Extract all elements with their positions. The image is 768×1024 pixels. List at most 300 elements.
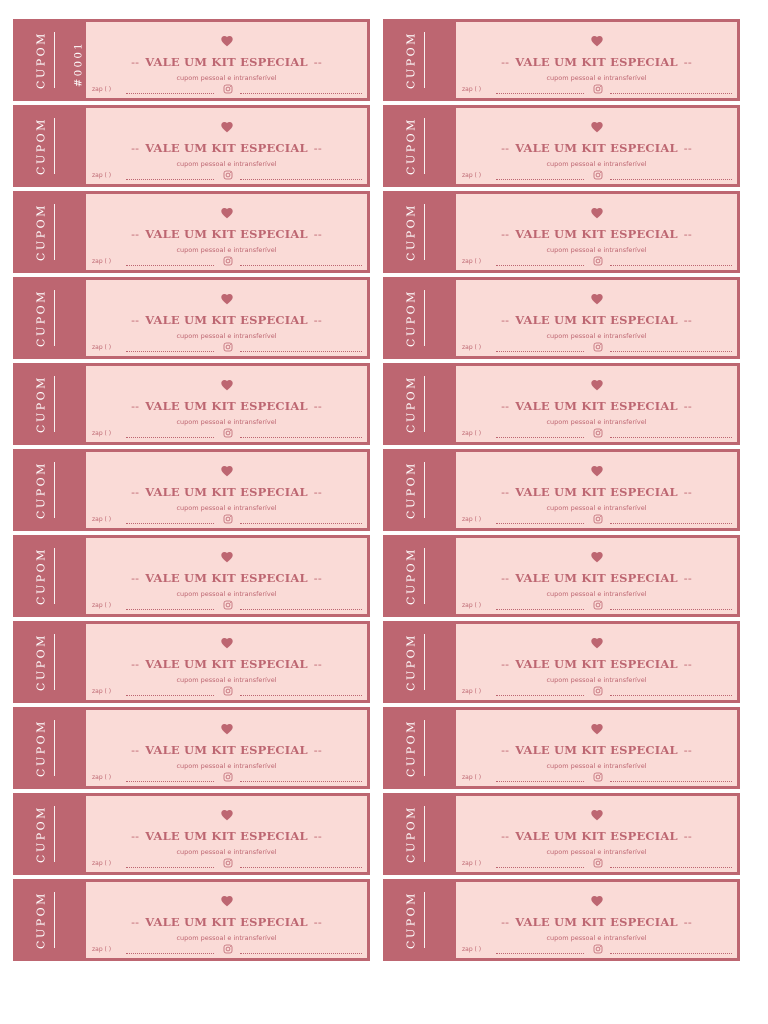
instagram-fill-line xyxy=(240,695,362,696)
instagram-icon xyxy=(223,256,233,266)
coupon-subtitle: cupom pessoal e intransferível xyxy=(176,418,277,426)
stub-label: CUPOM xyxy=(34,461,48,519)
zap-label: zap ( ) xyxy=(462,602,482,609)
coupon-title-text: VALE UM KIT ESPECIAL xyxy=(145,485,308,499)
zap-fill-line xyxy=(496,437,584,438)
stub-label: CUPOM xyxy=(34,719,48,777)
instagram-fill-line xyxy=(610,179,732,180)
title-dash-left: -- xyxy=(131,399,140,413)
coupon-title-text: VALE UM KIT ESPECIAL xyxy=(515,227,678,241)
zap-fill-line xyxy=(126,609,214,610)
coupon-stub xyxy=(16,108,86,184)
coupon-title xyxy=(86,399,367,413)
coupon-r2-c2 xyxy=(383,105,740,187)
coupon-title-text: VALE UM KIT ESPECIAL xyxy=(145,829,308,843)
instagram-icon xyxy=(593,858,603,868)
coupon-r1-c1 xyxy=(13,19,370,101)
instagram-fill-line xyxy=(610,695,732,696)
coupon-body xyxy=(86,538,367,614)
coupon-subtitle: cupom pessoal e intransferível xyxy=(176,246,277,254)
heart-icon xyxy=(590,551,603,563)
coupon-r11-c1 xyxy=(13,879,370,961)
heart-icon xyxy=(220,207,233,219)
coupon-title xyxy=(86,829,367,843)
instagram-fill-line xyxy=(610,93,732,94)
coupon-footer xyxy=(462,85,727,95)
coupon-subtitle: cupom pessoal e intransferível xyxy=(176,762,277,770)
stub-divider xyxy=(424,720,425,776)
instagram-fill-line xyxy=(240,953,362,954)
zap-label: zap ( ) xyxy=(462,860,482,867)
coupon-title-text: VALE UM KIT ESPECIAL xyxy=(515,829,678,843)
stub-label: CUPOM xyxy=(34,117,48,175)
heart-icon xyxy=(590,465,603,477)
title-dash-left: -- xyxy=(501,227,510,241)
heart-icon xyxy=(220,465,233,477)
coupon-title-text: VALE UM KIT ESPECIAL xyxy=(515,399,678,413)
coupon-title xyxy=(456,55,737,69)
coupon-r9-c2 xyxy=(383,707,740,789)
stub-divider xyxy=(54,634,55,690)
coupon-stub xyxy=(386,796,456,872)
stub-label: CUPOM xyxy=(34,289,48,347)
instagram-fill-line xyxy=(240,93,362,94)
coupon-title-text: VALE UM KIT ESPECIAL xyxy=(145,915,308,929)
instagram-fill-line xyxy=(240,781,362,782)
stub-divider xyxy=(54,32,55,88)
title-dash-right: -- xyxy=(313,227,322,241)
coupon-r10-c2 xyxy=(383,793,740,875)
coupon-stub xyxy=(16,22,86,98)
zap-label: zap ( ) xyxy=(462,86,482,93)
coupon-body xyxy=(456,796,737,872)
title-dash-right: -- xyxy=(683,915,692,929)
coupon-footer xyxy=(92,257,357,267)
coupon-footer xyxy=(92,515,357,525)
coupon-title xyxy=(86,657,367,671)
coupon-stub xyxy=(16,280,86,356)
heart-icon xyxy=(590,35,603,47)
coupon-r6-c1 xyxy=(13,449,370,531)
stub-divider xyxy=(424,290,425,346)
zap-fill-line xyxy=(126,179,214,180)
title-dash-right: -- xyxy=(683,227,692,241)
coupon-stub xyxy=(16,882,86,958)
coupon-footer xyxy=(92,429,357,439)
coupon-body xyxy=(456,538,737,614)
instagram-fill-line xyxy=(610,867,732,868)
heart-icon xyxy=(220,809,233,821)
coupon-title-text: VALE UM KIT ESPECIAL xyxy=(145,657,308,671)
stub-label: CUPOM xyxy=(404,375,418,433)
title-dash-right: -- xyxy=(683,399,692,413)
title-dash-left: -- xyxy=(131,915,140,929)
zap-fill-line xyxy=(126,523,214,524)
zap-fill-line xyxy=(126,265,214,266)
title-dash-left: -- xyxy=(131,313,140,327)
coupon-body xyxy=(456,108,737,184)
title-dash-left: -- xyxy=(501,141,510,155)
coupon-body xyxy=(456,882,737,958)
coupon-body xyxy=(86,452,367,528)
stub-label: CUPOM xyxy=(404,547,418,605)
coupon-body xyxy=(86,280,367,356)
instagram-fill-line xyxy=(240,179,362,180)
zap-fill-line xyxy=(496,179,584,180)
stub-label: CUPOM xyxy=(34,547,48,605)
stub-label: CUPOM xyxy=(404,805,418,863)
coupon-r6-c2 xyxy=(383,449,740,531)
heart-icon xyxy=(590,121,603,133)
zap-label: zap ( ) xyxy=(92,172,112,179)
title-dash-right: -- xyxy=(683,743,692,757)
coupon-title-text: VALE UM KIT ESPECIAL xyxy=(515,571,678,585)
title-dash-left: -- xyxy=(501,657,510,671)
title-dash-right: -- xyxy=(683,829,692,843)
title-dash-left: -- xyxy=(501,829,510,843)
heart-icon xyxy=(590,809,603,821)
coupon-subtitle: cupom pessoal e intransferível xyxy=(546,676,647,684)
coupon-footer xyxy=(462,257,727,267)
title-dash-right: -- xyxy=(683,313,692,327)
title-dash-right: -- xyxy=(313,657,322,671)
title-dash-left: -- xyxy=(501,485,510,499)
zap-label: zap ( ) xyxy=(462,946,482,953)
instagram-icon xyxy=(223,342,233,352)
coupon-stub xyxy=(16,538,86,614)
coupon-number: #0001 xyxy=(73,40,85,88)
zap-fill-line xyxy=(496,93,584,94)
instagram-icon xyxy=(223,772,233,782)
coupon-r1-c2 xyxy=(383,19,740,101)
coupon-title xyxy=(456,313,737,327)
coupon-title-text: VALE UM KIT ESPECIAL xyxy=(145,743,308,757)
coupon-title xyxy=(456,399,737,413)
instagram-icon xyxy=(593,514,603,524)
coupon-footer xyxy=(462,687,727,697)
instagram-fill-line xyxy=(240,351,362,352)
coupon-footer xyxy=(462,773,727,783)
instagram-fill-line xyxy=(240,265,362,266)
instagram-icon xyxy=(593,686,603,696)
stub-divider xyxy=(424,806,425,862)
coupon-stub xyxy=(16,710,86,786)
coupon-title xyxy=(86,743,367,757)
coupon-footer xyxy=(92,859,357,869)
title-dash-left: -- xyxy=(131,227,140,241)
heart-icon xyxy=(220,293,233,305)
coupon-footer xyxy=(92,773,357,783)
title-dash-left: -- xyxy=(501,743,510,757)
zap-fill-line xyxy=(496,265,584,266)
title-dash-left: -- xyxy=(131,55,140,69)
coupon-r2-c1 xyxy=(13,105,370,187)
zap-fill-line xyxy=(126,953,214,954)
coupon-title xyxy=(456,141,737,155)
coupon-subtitle: cupom pessoal e intransferível xyxy=(546,504,647,512)
coupon-r4-c2 xyxy=(383,277,740,359)
instagram-icon xyxy=(223,944,233,954)
title-dash-right: -- xyxy=(313,829,322,843)
coupon-r3-c2 xyxy=(383,191,740,273)
coupon-r5-c2 xyxy=(383,363,740,445)
stub-label: CUPOM xyxy=(404,719,418,777)
coupon-body xyxy=(456,710,737,786)
coupon-title xyxy=(86,227,367,241)
instagram-icon xyxy=(593,600,603,610)
instagram-icon xyxy=(223,170,233,180)
instagram-fill-line xyxy=(610,953,732,954)
title-dash-right: -- xyxy=(313,915,322,929)
zap-label: zap ( ) xyxy=(462,774,482,781)
coupon-subtitle: cupom pessoal e intransferível xyxy=(176,848,277,856)
stub-divider xyxy=(54,118,55,174)
coupon-r10-c1 xyxy=(13,793,370,875)
coupon-subtitle: cupom pessoal e intransferível xyxy=(546,762,647,770)
coupon-subtitle: cupom pessoal e intransferível xyxy=(546,934,647,942)
stub-divider xyxy=(54,548,55,604)
coupon-body xyxy=(456,366,737,442)
coupon-r8-c2 xyxy=(383,621,740,703)
stub-divider xyxy=(424,376,425,432)
instagram-fill-line xyxy=(610,781,732,782)
coupon-body xyxy=(456,194,737,270)
heart-icon xyxy=(220,895,233,907)
heart-icon xyxy=(590,379,603,391)
coupon-title-text: VALE UM KIT ESPECIAL xyxy=(145,55,308,69)
stub-label: CUPOM xyxy=(34,891,48,949)
zap-label: zap ( ) xyxy=(92,344,112,351)
coupon-footer xyxy=(92,171,357,181)
instagram-icon xyxy=(593,170,603,180)
coupon-footer xyxy=(462,601,727,611)
stub-divider xyxy=(54,204,55,260)
coupon-r7-c1 xyxy=(13,535,370,617)
heart-icon xyxy=(590,293,603,305)
stub-label: CUPOM xyxy=(34,633,48,691)
coupon-stub xyxy=(386,108,456,184)
zap-label: zap ( ) xyxy=(92,946,112,953)
zap-label: zap ( ) xyxy=(92,688,112,695)
zap-label: zap ( ) xyxy=(462,172,482,179)
coupon-r3-c1 xyxy=(13,191,370,273)
title-dash-right: -- xyxy=(313,313,322,327)
coupon-stub xyxy=(386,452,456,528)
coupon-title xyxy=(86,485,367,499)
stub-label: CUPOM xyxy=(34,203,48,261)
coupon-stub xyxy=(16,796,86,872)
coupon-title-text: VALE UM KIT ESPECIAL xyxy=(515,313,678,327)
instagram-icon xyxy=(593,944,603,954)
instagram-icon xyxy=(593,772,603,782)
heart-icon xyxy=(220,35,233,47)
zap-fill-line xyxy=(126,867,214,868)
coupon-footer xyxy=(92,601,357,611)
coupon-subtitle: cupom pessoal e intransferível xyxy=(546,332,647,340)
stub-divider xyxy=(424,892,425,948)
coupon-title xyxy=(456,915,737,929)
coupon-stub xyxy=(16,624,86,700)
stub-divider xyxy=(54,290,55,346)
zap-fill-line xyxy=(496,867,584,868)
title-dash-left: -- xyxy=(501,571,510,585)
title-dash-left: -- xyxy=(501,399,510,413)
coupon-footer xyxy=(462,515,727,525)
instagram-icon xyxy=(223,858,233,868)
title-dash-left: -- xyxy=(501,915,510,929)
coupon-body xyxy=(456,452,737,528)
coupon-title-text: VALE UM KIT ESPECIAL xyxy=(145,141,308,155)
coupon-stub xyxy=(386,194,456,270)
coupon-title-text: VALE UM KIT ESPECIAL xyxy=(515,657,678,671)
coupon-title xyxy=(456,485,737,499)
stub-divider xyxy=(424,634,425,690)
coupon-body xyxy=(456,280,737,356)
coupon-title-text: VALE UM KIT ESPECIAL xyxy=(515,55,678,69)
coupon-footer xyxy=(462,945,727,955)
instagram-icon xyxy=(593,428,603,438)
stub-divider xyxy=(54,892,55,948)
stub-divider xyxy=(54,806,55,862)
instagram-fill-line xyxy=(240,437,362,438)
coupon-stub xyxy=(386,22,456,98)
title-dash-left: -- xyxy=(131,141,140,155)
title-dash-left: -- xyxy=(131,485,140,499)
instagram-fill-line xyxy=(610,609,732,610)
coupon-title-text: VALE UM KIT ESPECIAL xyxy=(515,141,678,155)
zap-label: zap ( ) xyxy=(462,430,482,437)
title-dash-left: -- xyxy=(131,571,140,585)
zap-fill-line xyxy=(496,523,584,524)
coupon-stub xyxy=(386,280,456,356)
title-dash-right: -- xyxy=(683,657,692,671)
instagram-icon xyxy=(593,342,603,352)
stub-divider xyxy=(424,32,425,88)
coupon-stub xyxy=(16,194,86,270)
coupon-footer xyxy=(92,343,357,353)
coupon-footer xyxy=(92,945,357,955)
zap-fill-line xyxy=(496,351,584,352)
title-dash-left: -- xyxy=(501,55,510,69)
zap-label: zap ( ) xyxy=(92,602,112,609)
coupon-body xyxy=(86,366,367,442)
zap-label: zap ( ) xyxy=(462,344,482,351)
instagram-icon xyxy=(593,256,603,266)
title-dash-right: -- xyxy=(313,485,322,499)
instagram-icon xyxy=(223,686,233,696)
instagram-icon xyxy=(593,84,603,94)
coupon-stub xyxy=(16,366,86,442)
zap-label: zap ( ) xyxy=(92,258,112,265)
coupon-body xyxy=(456,624,737,700)
heart-icon xyxy=(220,379,233,391)
zap-fill-line xyxy=(496,953,584,954)
stub-divider xyxy=(424,548,425,604)
coupon-subtitle: cupom pessoal e intransferível xyxy=(176,160,277,168)
coupon-title-text: VALE UM KIT ESPECIAL xyxy=(515,743,678,757)
instagram-icon xyxy=(223,600,233,610)
stub-label: CUPOM xyxy=(404,203,418,261)
zap-label: zap ( ) xyxy=(92,774,112,781)
coupon-body xyxy=(86,624,367,700)
zap-fill-line xyxy=(126,781,214,782)
title-dash-right: -- xyxy=(313,743,322,757)
heart-icon xyxy=(590,637,603,649)
coupon-r8-c1 xyxy=(13,621,370,703)
zap-label: zap ( ) xyxy=(92,860,112,867)
coupon-stub xyxy=(16,452,86,528)
coupon-subtitle: cupom pessoal e intransferível xyxy=(176,74,277,82)
instagram-fill-line xyxy=(240,523,362,524)
coupon-title xyxy=(456,829,737,843)
coupon-title-text: VALE UM KIT ESPECIAL xyxy=(145,571,308,585)
instagram-icon xyxy=(223,84,233,94)
coupon-r7-c2 xyxy=(383,535,740,617)
coupon-footer xyxy=(92,687,357,697)
stub-divider xyxy=(424,118,425,174)
coupon-body xyxy=(86,882,367,958)
coupon-subtitle: cupom pessoal e intransferível xyxy=(546,848,647,856)
coupon-footer xyxy=(92,85,357,95)
coupon-stub xyxy=(386,624,456,700)
zap-fill-line xyxy=(496,609,584,610)
instagram-fill-line xyxy=(610,437,732,438)
stub-divider xyxy=(54,720,55,776)
coupon-r4-c1 xyxy=(13,277,370,359)
heart-icon xyxy=(590,207,603,219)
coupon-subtitle: cupom pessoal e intransferível xyxy=(546,160,647,168)
title-dash-left: -- xyxy=(131,829,140,843)
coupon-stub xyxy=(386,366,456,442)
stub-label: CUPOM xyxy=(404,461,418,519)
stub-label: CUPOM xyxy=(404,289,418,347)
coupon-subtitle: cupom pessoal e intransferível xyxy=(176,332,277,340)
coupon-subtitle: cupom pessoal e intransferível xyxy=(176,504,277,512)
coupon-stub xyxy=(386,538,456,614)
heart-icon xyxy=(220,637,233,649)
heart-icon xyxy=(590,895,603,907)
coupon-title-text: VALE UM KIT ESPECIAL xyxy=(145,227,308,241)
coupon-title xyxy=(86,55,367,69)
stub-divider xyxy=(424,462,425,518)
stub-label: CUPOM xyxy=(404,31,418,89)
title-dash-right: -- xyxy=(313,55,322,69)
coupon-body xyxy=(86,194,367,270)
coupon-title-text: VALE UM KIT ESPECIAL xyxy=(145,399,308,413)
coupon-body xyxy=(86,710,367,786)
title-dash-left: -- xyxy=(131,657,140,671)
coupon-footer xyxy=(462,343,727,353)
stub-label: CUPOM xyxy=(404,633,418,691)
coupon-body xyxy=(86,108,367,184)
title-dash-right: -- xyxy=(683,485,692,499)
coupon-title xyxy=(86,141,367,155)
coupon-title-text: VALE UM KIT ESPECIAL xyxy=(145,313,308,327)
title-dash-right: -- xyxy=(683,141,692,155)
coupon-footer xyxy=(462,429,727,439)
title-dash-left: -- xyxy=(131,743,140,757)
coupon-subtitle: cupom pessoal e intransferível xyxy=(176,934,277,942)
zap-fill-line xyxy=(496,695,584,696)
zap-label: zap ( ) xyxy=(92,86,112,93)
stub-divider xyxy=(54,462,55,518)
instagram-fill-line xyxy=(240,609,362,610)
zap-label: zap ( ) xyxy=(92,430,112,437)
heart-icon xyxy=(590,723,603,735)
zap-fill-line xyxy=(126,695,214,696)
coupon-subtitle: cupom pessoal e intransferível xyxy=(546,246,647,254)
coupon-body xyxy=(456,22,737,98)
